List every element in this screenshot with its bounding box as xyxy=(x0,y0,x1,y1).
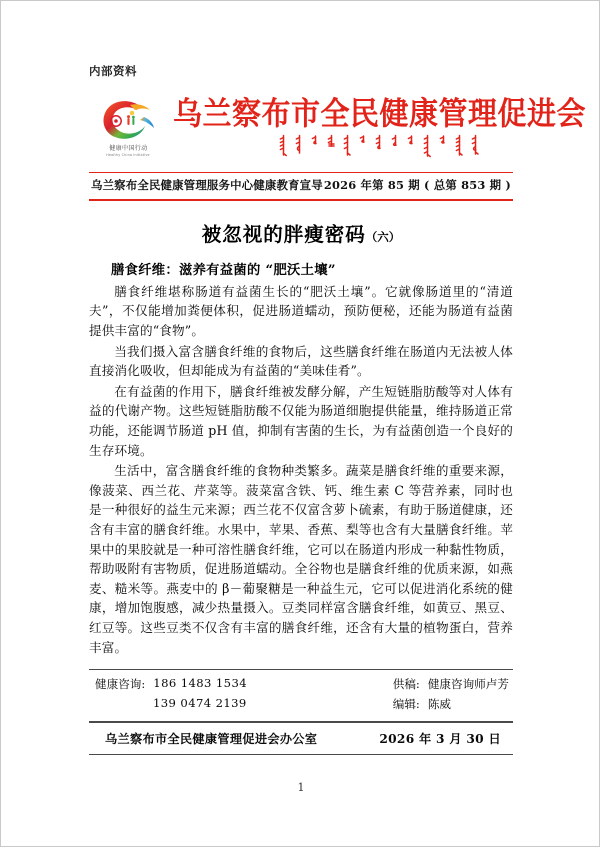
consult-phone-primary: 186 1483 1534 xyxy=(153,676,248,691)
logo-caption-cn: 健康中国行动 xyxy=(108,144,148,152)
page-number: 1 xyxy=(297,781,305,795)
contributor-label: 供稿: xyxy=(392,677,420,692)
consult-label: 健康咨询: xyxy=(95,677,146,692)
publisher-name: 乌兰察布全民健康管理服务中心健康教育宣导 xyxy=(91,178,323,192)
internal-material-label: 内部资料 xyxy=(89,64,137,78)
issue-bar xyxy=(89,173,513,196)
contact-block xyxy=(89,670,513,719)
logo-caption-en: Healthy China Initiative xyxy=(106,152,150,157)
headline-text: 被忽视的胖瘦密码 xyxy=(201,222,366,246)
masthead-rule-thick xyxy=(89,199,513,201)
article-paragraph: 在有益菌的作用下，膳食纤维被发酵分解，产生短链脂肪酸等对人体有益的代谢产物。这些短链脂肪酸不仅能为肠道细胞提供能量，维持肠道正常功能，还能调节肠道 pH 值，抑制有害菌的生长，为有益菌创造一个良好的生存环境。 xyxy=(89,383,513,458)
issuing-office: 乌兰察布市全民健康管理促进会办公室 xyxy=(105,731,318,746)
issue-number: 2026 年第 85 期 ( 总第 853 期 ) xyxy=(323,178,511,192)
contact-credits xyxy=(393,676,509,712)
consult-line-secondary xyxy=(95,696,247,710)
footer-bar xyxy=(89,723,513,754)
paper-sheet xyxy=(29,19,587,809)
contact-phones xyxy=(95,676,247,712)
masthead xyxy=(89,89,587,167)
article-paragraph: 膳食纤维堪称肠道有益菌生长的“肥沃土壤”。它就像肠道里的“清道夫”，不仅能增加粪便体积，促进肠道蠕动，预防便秘，还能为肠道有益菌提供丰富的“食物”。 xyxy=(89,283,513,339)
mongolian-script-title xyxy=(279,134,480,158)
editor-label: 编辑: xyxy=(392,697,420,712)
healthy-china-swoosh-icon xyxy=(99,99,157,141)
organization-title: 乌兰察布市全民健康管理促进会 xyxy=(173,95,587,132)
article-paragraph: 当我们摄入富含膳食纤维的食物后，这些膳食纤维在肠道内无法被人体直接消化吸收，但却能成为有益菌的“美味佳肴”。 xyxy=(89,343,513,379)
headline-part-number: （六） xyxy=(365,229,401,244)
article-headline xyxy=(89,219,513,247)
editor-name: 陈威 xyxy=(427,697,452,712)
consult-line xyxy=(95,676,247,692)
contributor-name: 健康咨询师卢芳 xyxy=(427,677,509,692)
consult-phone-secondary: 139 0474 2139 xyxy=(153,696,247,711)
organization-logo xyxy=(89,99,167,157)
article-section-heading: 膳食纤维：滋养有益菌的 “肥沃土壤” xyxy=(111,262,336,278)
page-content xyxy=(89,63,587,795)
contributor-line xyxy=(393,676,509,692)
article-paragraph: 生活中，富含膳食纤维的食物种类繁多。蔬菜是膳食纤维的重要来源，像菠菜、西兰花、芹菜等。菠菜富含铁、钙、维生素 C 等营养素，同时也是一种很好的益生元来源；西兰花不仅富含萝卜硫素，有助于肠道健康，还含有丰富的膳食纤维。水果中，苹果、香蕉、梨等也含有大量膳食纤维。苹果中的果胶就是一种可溶性膳食纤维，它可以在肠道内形成一种黏性物质，帮助吸附有害物质，促进肠道蠕动。全谷物也是膳食纤维的优质来源，如燕麦、糙米等。燕麦中的 β－葡聚糖是一种益生元，它可以促进消化系统的健康，增加饱腹感，减少热量摄入。豆类同样富含膳食纤维，如黄豆、黑豆、红豆等。这些豆类不仅含有丰富的膳食纤维，还含有大量的植物蛋白，营养丰富。 xyxy=(89,463,513,655)
masthead-title-block xyxy=(167,95,587,157)
editor-line xyxy=(393,696,509,712)
footer-divider-bottom xyxy=(89,754,513,755)
publication-date: 2026 年 3 月 30 日 xyxy=(379,731,501,746)
